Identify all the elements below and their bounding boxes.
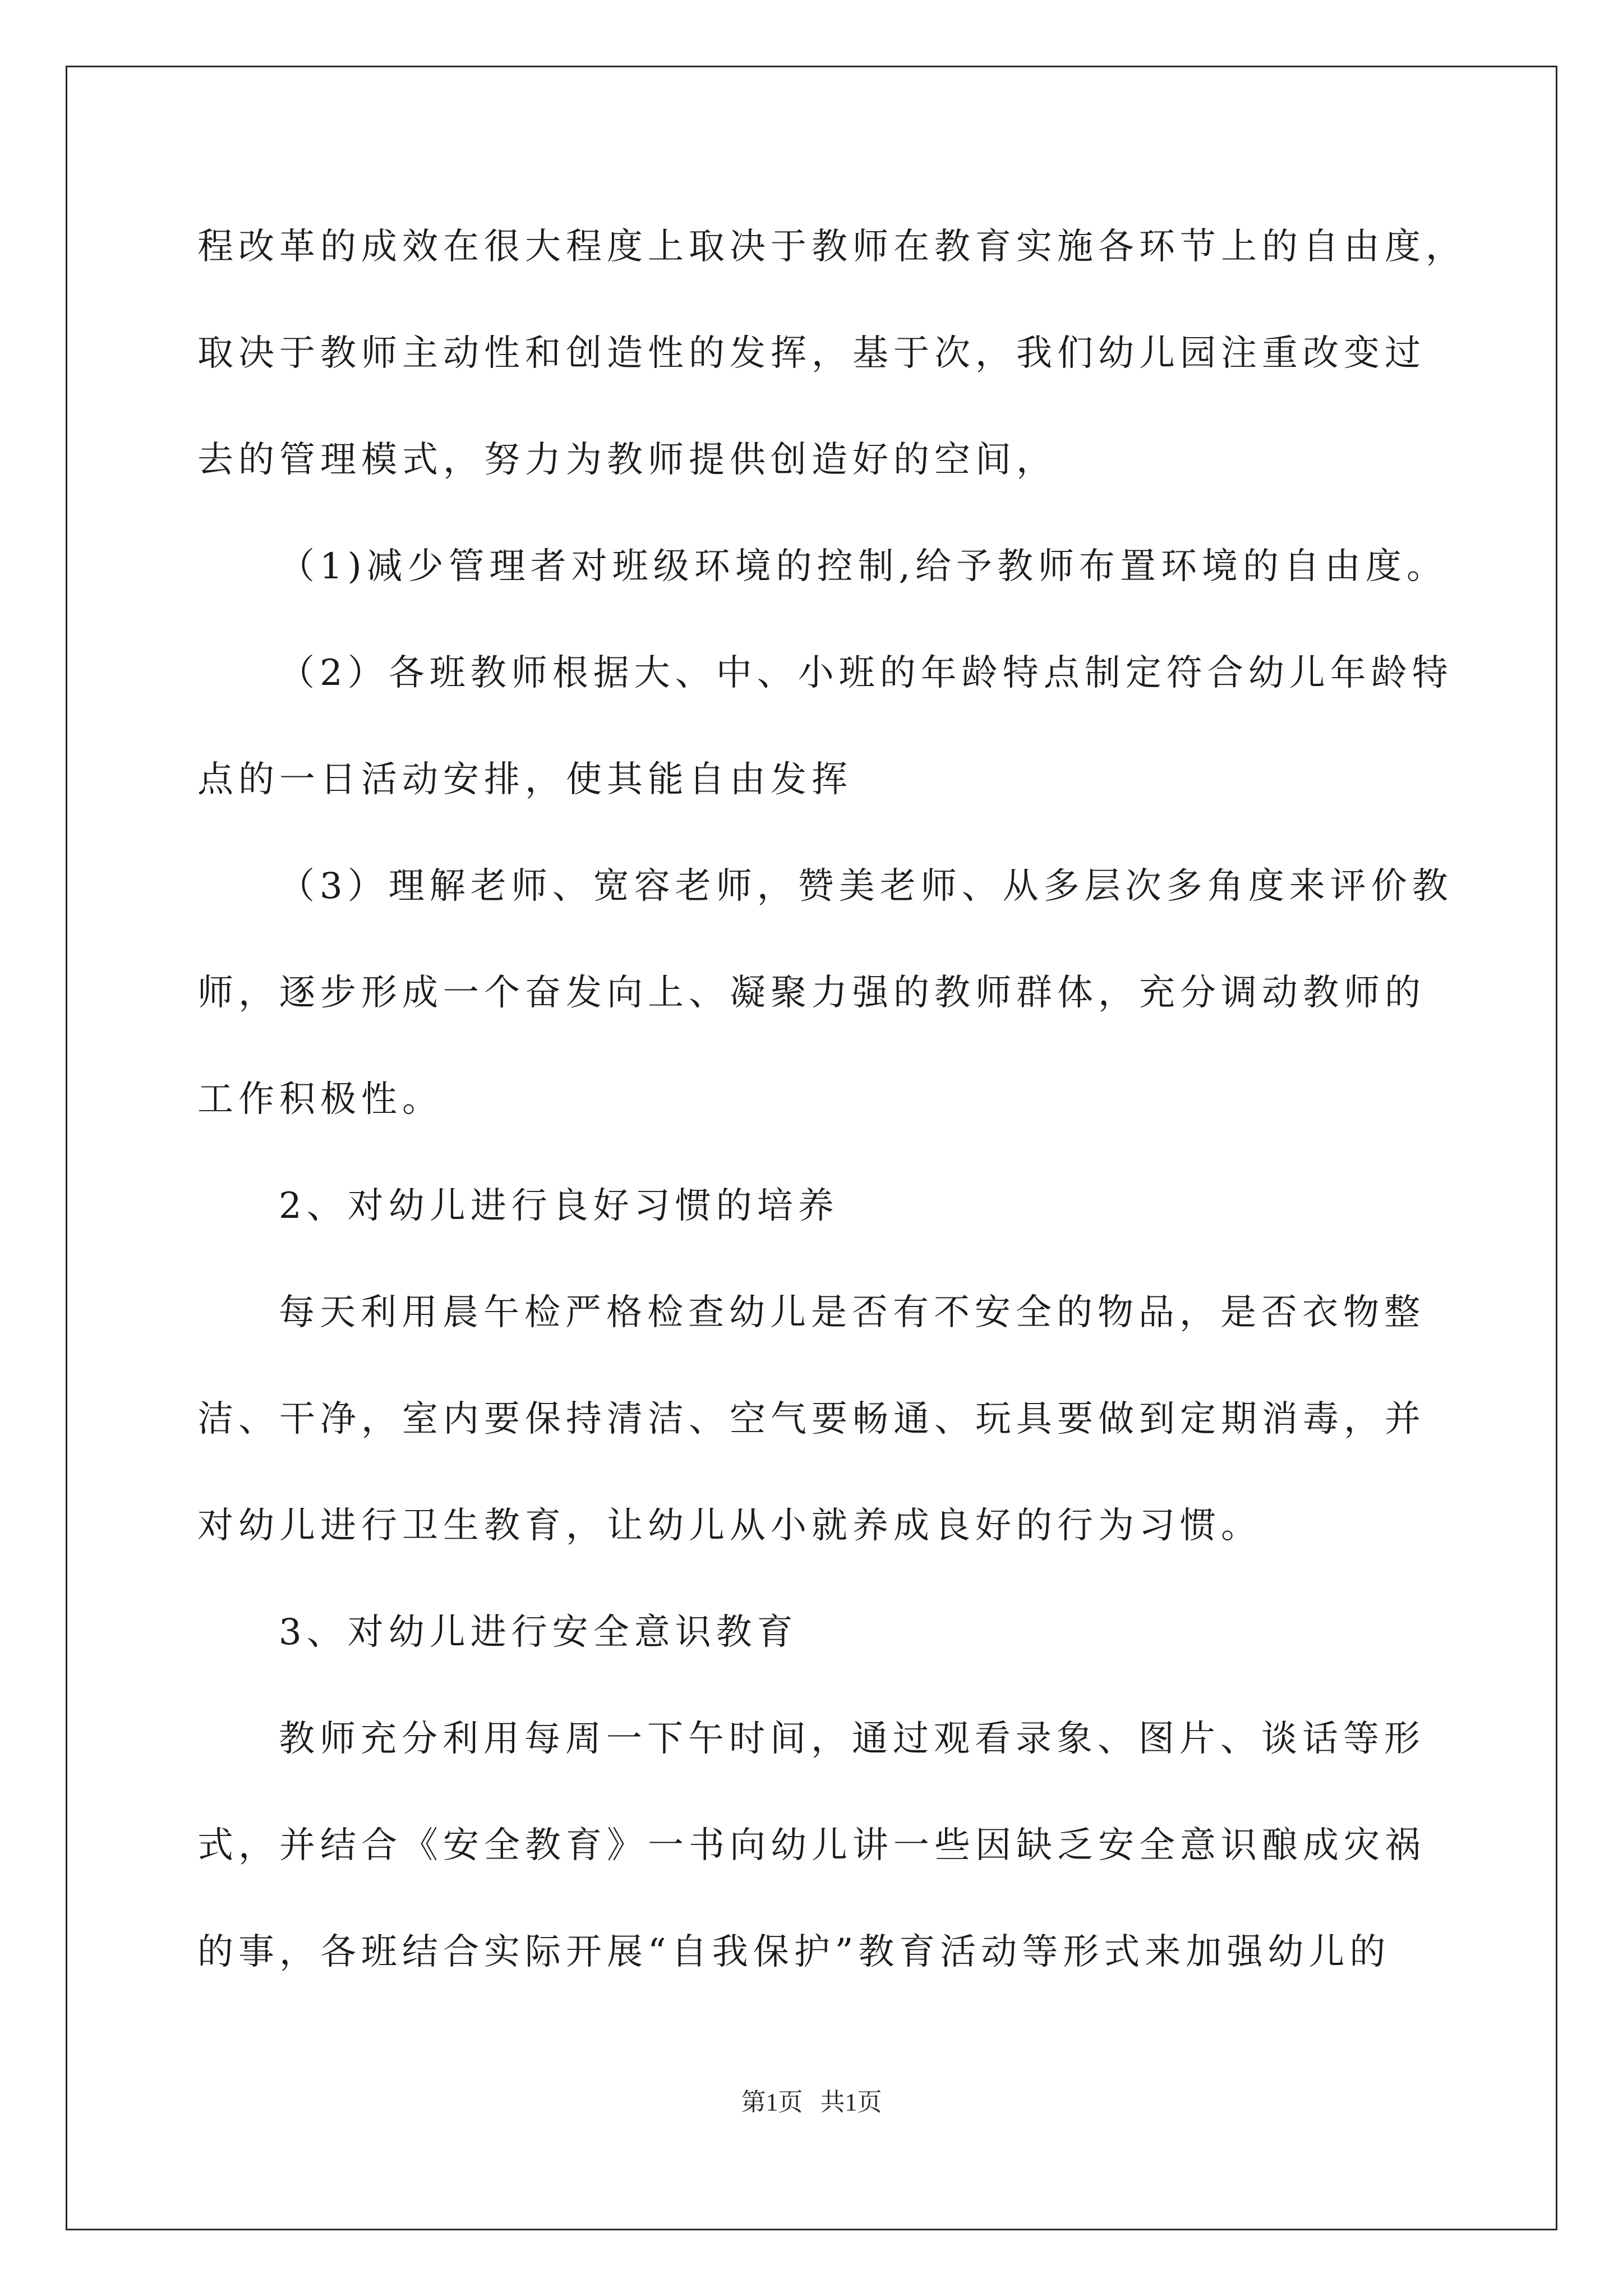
paragraph-line: 程改革的成效在很大程度上取决于教师在教育实施各环节上的自由度， [197,226,1467,268]
paragraph-line: （2）各班教师根据大、中、小班的年龄特点制定符合幼儿年龄特 [279,652,1453,694]
paragraph-line: 工作积极性。 [197,1079,443,1120]
paragraph-line: 对幼儿进行卫生教育，让幼儿从小就养成良好的行为习惯。 [197,1505,1262,1547]
paragraph-line: （3）理解老师、宽容老师，赞美老师、从多层次多角度来评价教 [279,866,1453,907]
paragraph-line: 每天利用晨午检严格检查幼儿是否有不安全的物品，是否衣物整 [279,1292,1425,1333]
paragraph-line: 式，并结合《安全教育》一书向幼儿讲一些因缺乏安全意识酿成灾祸 [197,1825,1426,1866]
paragraph-line: 的事，各班结合实际开展“自我保护”教育活动等形式来加强幼儿的 [197,1931,1391,1973]
paragraph-line: 去的管理模式，努力为教师提供创造好的空间， [197,439,1057,481]
paragraph-line: 点的一日活动安排，使其能自由发挥 [197,759,852,800]
paragraph-line: 洁、干净，室内要保持清洁、空气要畅通、玩具要做到定期消毒，并 [197,1398,1426,1440]
section-heading: 2、对幼儿进行良好习惯的培养 [279,1185,839,1227]
section-heading: 3、对幼儿进行安全意识教育 [279,1612,798,1653]
page-footer [0,2087,1623,2118]
page-number: 第1页 [741,2088,803,2116]
paragraph-line: 教师充分利用每周一下午时间，通过观看录象、图片、谈话等形 [279,1718,1425,1760]
page-border [66,66,1557,2230]
paragraph-line: （1)减少管理者对班级环境的控制,给予教师布置环境的自由度。 [279,546,1448,587]
paragraph-line: 师，逐步形成一个奋发向上、凝聚力强的教师群体，充分调动教师的 [197,972,1426,1014]
page-total: 共1页 [820,2088,882,2116]
paragraph-line: 取决于教师主动性和创造性的发挥，基于次，我们幼儿园注重改变过 [197,333,1426,374]
